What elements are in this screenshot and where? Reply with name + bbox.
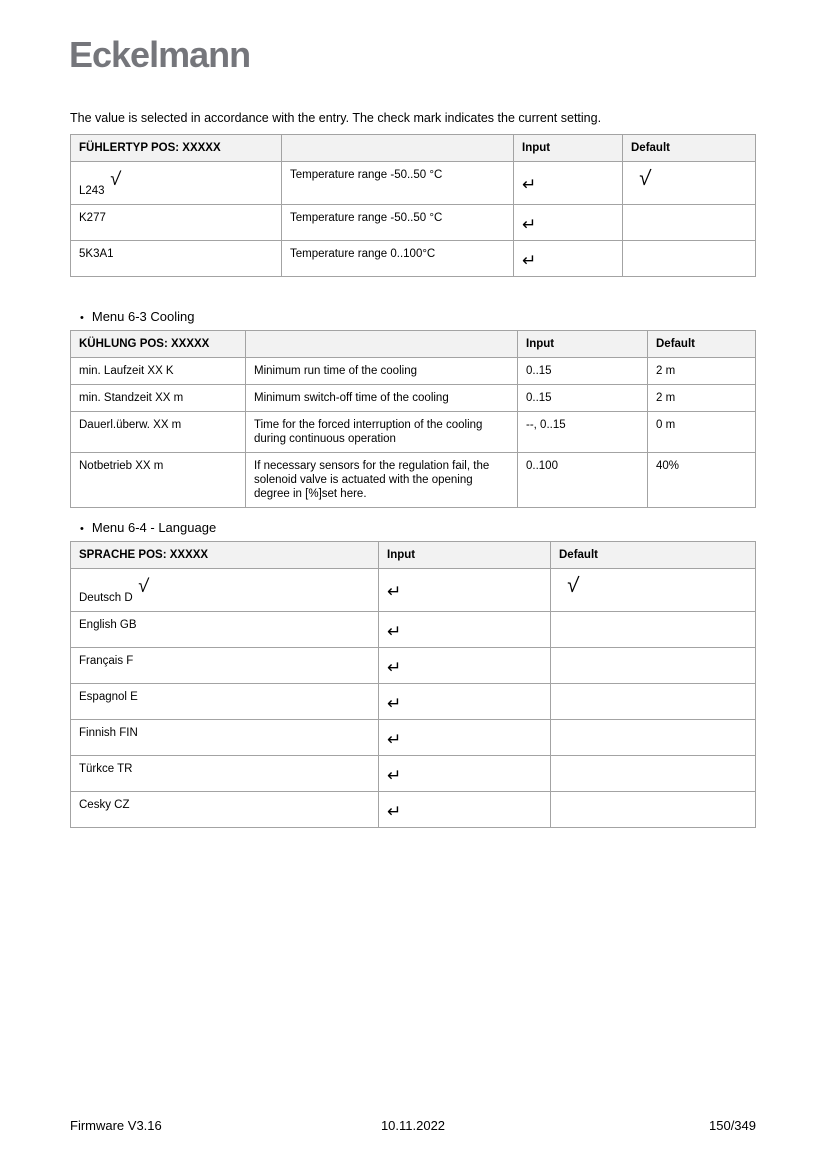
table-header-row <box>71 331 756 358</box>
bullet-icon: • <box>80 312 84 324</box>
column-header: Input <box>514 135 623 162</box>
table-row <box>71 648 756 684</box>
cell-name: min. Laufzeit XX K <box>71 358 246 385</box>
company-logo: Eckelmann <box>69 34 251 75</box>
cell-input: 0..15 <box>518 358 648 385</box>
page-content <box>70 110 756 828</box>
cell-input <box>379 569 551 612</box>
cell-name <box>71 569 379 612</box>
cell-default <box>551 792 756 828</box>
table-row <box>71 684 756 720</box>
table-row <box>71 569 756 612</box>
cell-input <box>379 684 551 720</box>
enter-key-icon: ↵ <box>387 582 402 601</box>
cell-input <box>514 205 623 241</box>
intro-text: The value is selected in accordance with the entry. The check mark indicates the current setting. <box>70 111 602 125</box>
table-row <box>71 720 756 756</box>
row-label: Deutsch D <box>79 592 133 604</box>
cell-input <box>514 241 623 277</box>
cell-description: Temperature range 0..100°C <box>282 241 514 277</box>
cell-description: Temperature range -50..50 °C <box>282 162 514 205</box>
cell-input: 0..15 <box>518 385 648 412</box>
cell-name: Espagnol E <box>71 684 379 720</box>
menu-6-3-heading <box>80 309 756 324</box>
check-icon: √ <box>637 166 652 191</box>
cell-name: Notbetrieb XX m <box>71 453 246 508</box>
cell-default: 2 m <box>648 358 756 385</box>
column-header: Default <box>551 542 756 569</box>
enter-key-icon: ↵ <box>387 765 402 785</box>
cell-name: English GB <box>71 612 379 648</box>
footer-date: 10.11.2022 <box>380 1118 446 1133</box>
table-row <box>71 612 756 648</box>
sprache-table <box>70 541 756 828</box>
cell-default <box>551 756 756 792</box>
cell-name: K277 <box>71 205 282 241</box>
enter-key-icon: ↵ <box>522 250 537 270</box>
kuehlung-table <box>70 330 756 508</box>
cell-input <box>379 612 551 648</box>
column-header: Input <box>518 331 648 358</box>
cell-description: Time for the forced interruption of the cooling during continuous operation <box>246 412 518 453</box>
cell-name: Cesky CZ <box>71 792 379 828</box>
cell-default <box>551 648 756 684</box>
table-row <box>71 205 756 241</box>
table-header-row <box>71 542 756 569</box>
enter-key-icon: ↵ <box>387 621 402 641</box>
cell-name: Finnish FIN <box>71 720 379 756</box>
table-row <box>71 385 756 412</box>
table-row <box>71 792 756 828</box>
cell-description: Temperature range -50..50 °C <box>282 205 514 241</box>
table-row <box>71 453 756 508</box>
table-row <box>71 358 756 385</box>
cell-input <box>379 720 551 756</box>
cell-description: If necessary sensors for the regulation fail, the solenoid valve is actuated with the opening degree in [%]set here. <box>246 453 518 508</box>
table-row <box>71 412 756 453</box>
table-header-row <box>71 135 756 162</box>
cell-name: 5K3A1 <box>71 241 282 277</box>
cell-default: 40% <box>648 453 756 508</box>
cell-default <box>551 720 756 756</box>
enter-key-icon: ↵ <box>387 801 402 821</box>
check-icon: √ <box>108 168 122 191</box>
enter-key-icon: ↵ <box>522 175 537 194</box>
cell-input: 0..100 <box>518 453 648 508</box>
enter-key-icon: ↵ <box>522 214 537 234</box>
cell-default: 2 m <box>648 385 756 412</box>
cell-input <box>514 162 623 205</box>
bullet-icon: • <box>80 523 84 535</box>
cell-default <box>623 205 756 241</box>
cell-name: min. Standzeit XX m <box>71 385 246 412</box>
cell-name: Dauerl.überw. XX m <box>71 412 246 453</box>
table-row <box>71 756 756 792</box>
column-header <box>246 331 518 358</box>
page-footer <box>70 1118 756 1133</box>
cell-input <box>379 648 551 684</box>
cell-input: --, 0..15 <box>518 412 648 453</box>
menu-heading-label: Menu 6-3 Cooling <box>91 309 195 324</box>
table-row <box>71 162 756 205</box>
cell-default <box>623 241 756 277</box>
footer-page-number: 150/349 <box>709 1118 756 1133</box>
column-header <box>282 135 514 162</box>
check-icon: √ <box>565 573 580 598</box>
column-header: KÜHLUNG POS: XXXXX <box>71 331 246 358</box>
cell-name: Türkce TR <box>71 756 379 792</box>
menu-heading-label: Menu 6-4 - Language <box>91 520 217 535</box>
footer-firmware-version: Firmware V3.16 <box>70 1118 162 1133</box>
enter-key-icon: ↵ <box>387 693 402 713</box>
row-label: L243 <box>79 185 105 197</box>
column-header: Default <box>648 331 756 358</box>
column-header: FÜHLERTYP POS: XXXXX <box>71 135 282 162</box>
cell-default <box>551 684 756 720</box>
cell-name <box>71 162 282 205</box>
enter-key-icon: ↵ <box>387 729 402 749</box>
column-header: Default <box>623 135 756 162</box>
cell-description: Minimum run time of the cooling <box>246 358 518 385</box>
cell-default <box>551 569 756 612</box>
enter-key-icon: ↵ <box>387 657 402 677</box>
column-header: SPRACHE POS: XXXXX <box>71 542 379 569</box>
check-icon: √ <box>136 575 150 598</box>
cell-default: 0 m <box>648 412 756 453</box>
menu-6-4-heading <box>80 520 756 535</box>
fuehlertyp-table <box>70 134 756 277</box>
cell-name: Français F <box>71 648 379 684</box>
cell-default <box>551 612 756 648</box>
table-row <box>71 241 756 277</box>
cell-input <box>379 756 551 792</box>
cell-input <box>379 792 551 828</box>
cell-description: Minimum switch-off time of the cooling <box>246 385 518 412</box>
column-header: Input <box>379 542 551 569</box>
cell-default <box>623 162 756 205</box>
